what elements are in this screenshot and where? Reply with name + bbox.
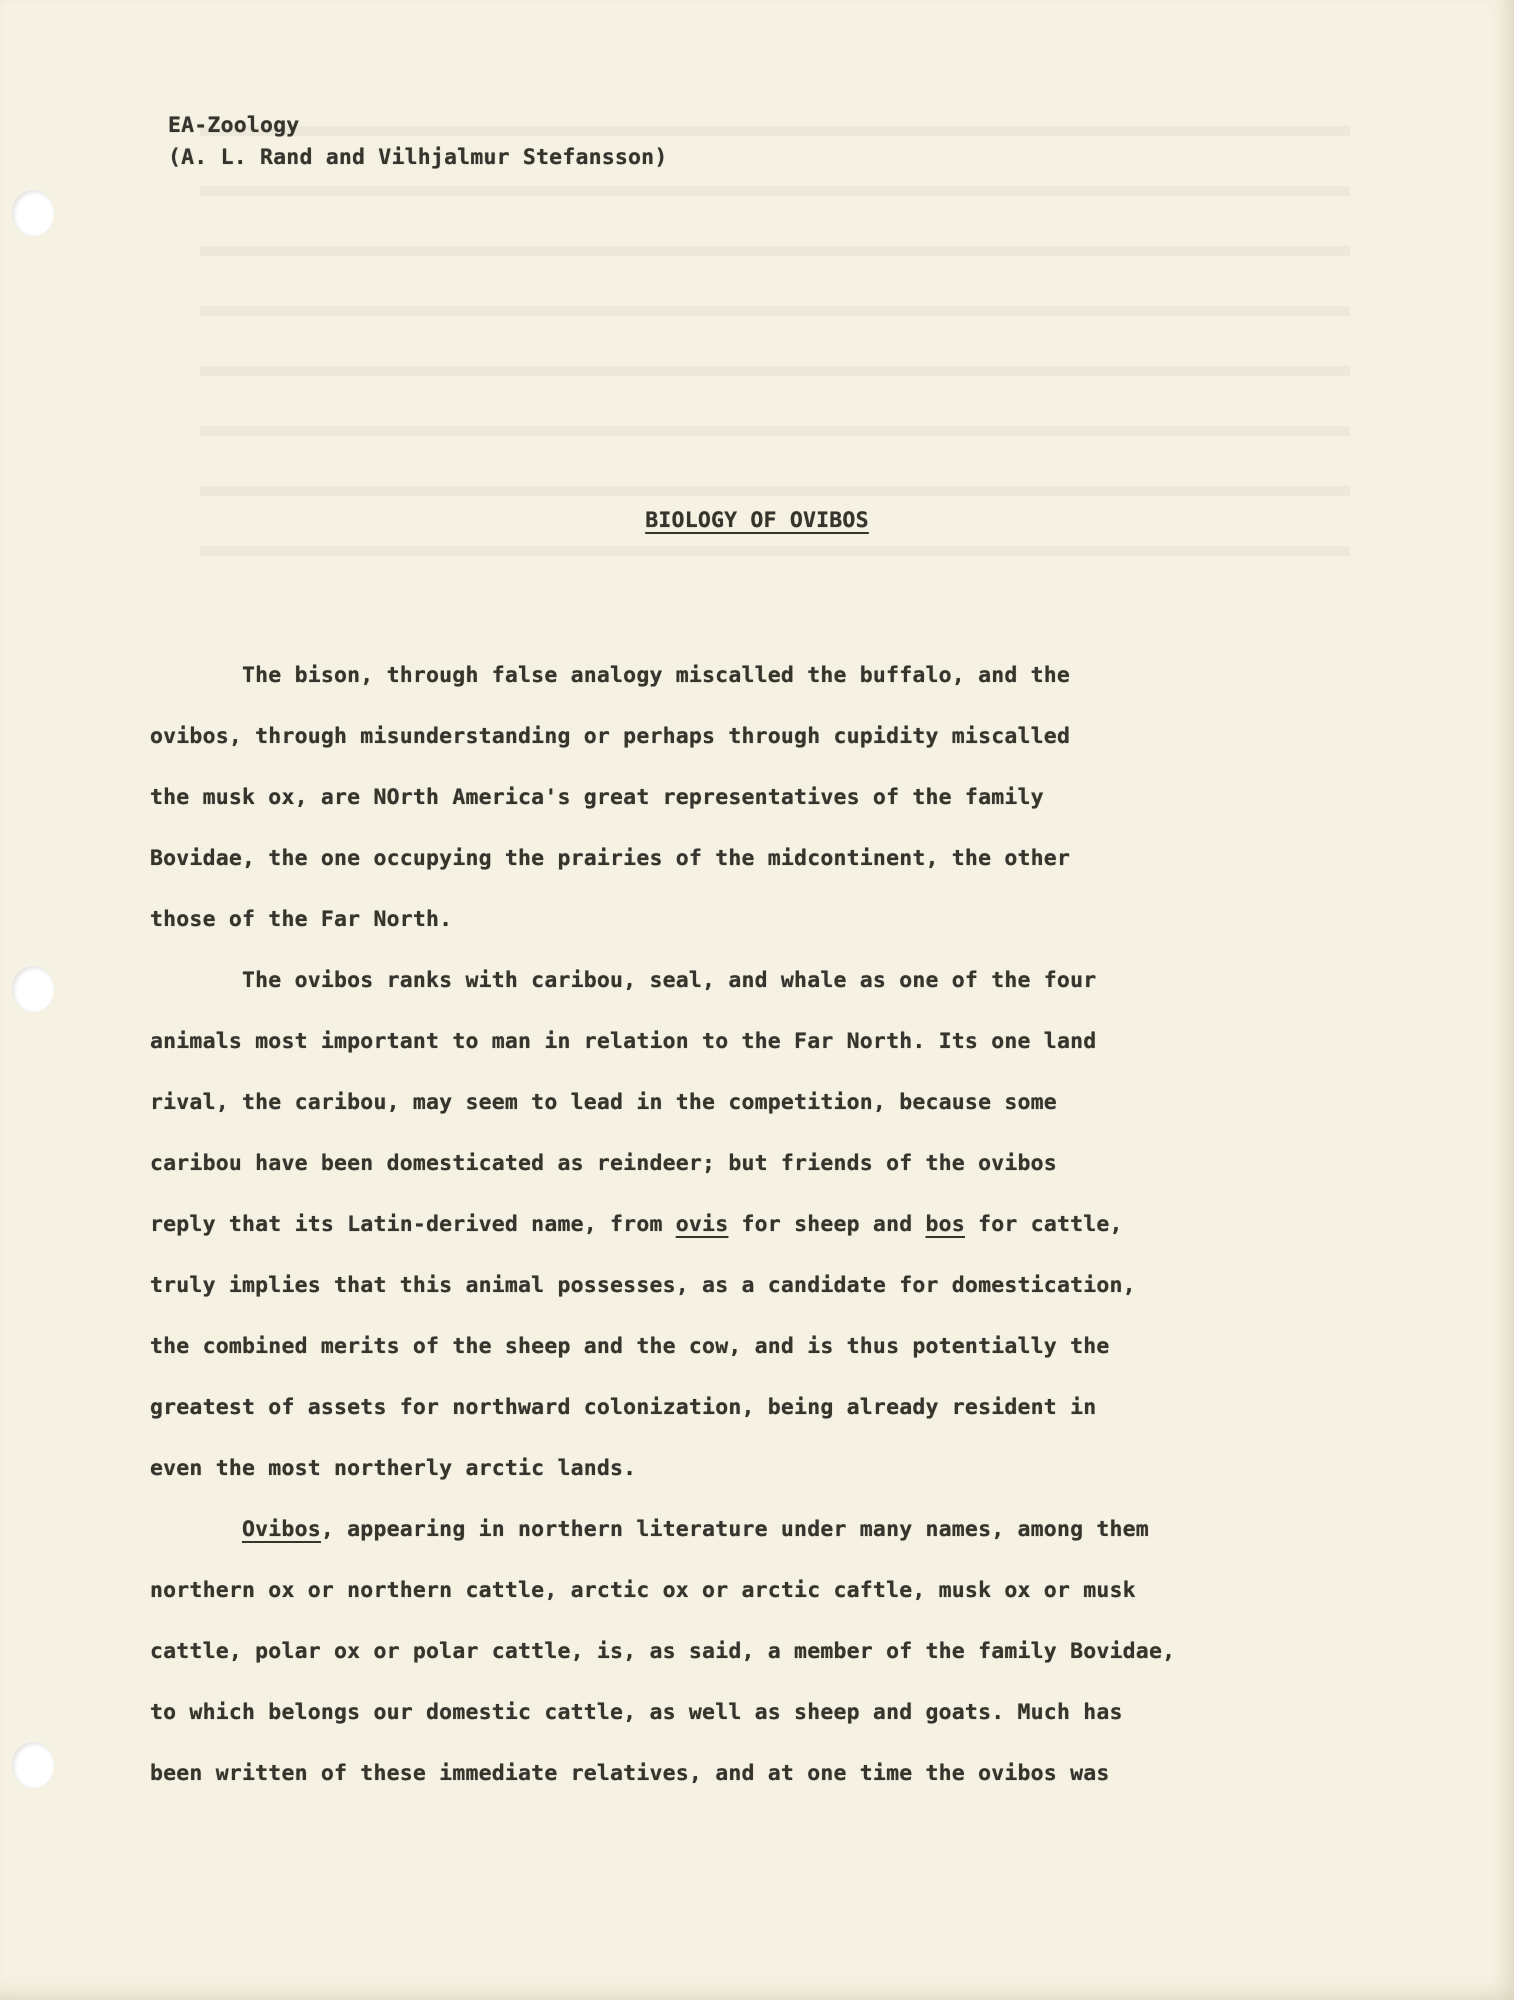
underlined-word-bos: bos [925, 1212, 965, 1237]
text-line: Bovidae, the one occupying the prairies of the midcontinent, the other [150, 846, 1071, 871]
document-title [0, 508, 1514, 533]
text-line: The ovibos ranks with caribou, seal, and whale as one of the four [242, 968, 1097, 993]
text-segment: , appearing in northern literature under many names, among them [320, 1517, 1149, 1542]
punch-hole-middle [12, 966, 54, 1012]
text-line: cattle, polar ox or polar cattle, is, as said, a member of the family Bovidae, [150, 1639, 1176, 1664]
text-line: the combined merits of the sheep and the cow, and is thus potentially the [150, 1334, 1110, 1359]
paragraph-2 [150, 961, 1360, 1510]
text-line-with-underline [150, 1510, 1360, 1571]
text-line-with-underlines [150, 1205, 1360, 1266]
document-title-text: BIOLOGY OF OVIBOS [645, 508, 869, 533]
text-segment: for cattle, [964, 1212, 1123, 1237]
text-line: those of the Far North. [150, 907, 453, 932]
text-line: ovibos, through misunderstanding or perhaps through cupidity miscalled [150, 724, 1071, 749]
underlined-word-ovis: ovis [675, 1212, 729, 1237]
text-line: truly implies that this animal possesses, as a candidate for domestication, [150, 1273, 1136, 1298]
text-line: The bison, through false analogy miscalled the buffalo, and the [242, 663, 1071, 688]
text-line: greatest of assets for northward colonization, being already resident in [150, 1395, 1097, 1420]
text-line: to which belongs our domestic cattle, as well as sheep and goats. Much has [150, 1700, 1123, 1725]
document-header [168, 110, 667, 174]
text-line: even the most northerly arctic lands. [150, 1456, 637, 1481]
document-body [150, 656, 1360, 1815]
text-segment: reply that its Latin-derived name, from [150, 1212, 676, 1237]
punch-hole-bottom [12, 1742, 54, 1788]
header-department: EA-Zoology [168, 113, 300, 138]
text-line: animals most important to man in relation to the Far North. Its one land [150, 1029, 1097, 1054]
header-authors: (A. L. Rand and Vilhjalmur Stefansson) [168, 145, 668, 170]
underlined-word-ovibos: Ovibos [242, 1517, 321, 1542]
text-line: caribou have been domesticated as reindeer; but friends of the ovibos [150, 1151, 1057, 1176]
text-line: rival, the caribou, may seem to lead in the competition, because some [150, 1090, 1057, 1115]
paragraph-3 [150, 1510, 1360, 1815]
punch-hole-top [12, 190, 54, 236]
text-line: the musk ox, are NOrth America's great representatives of the family [150, 785, 1044, 810]
text-segment: for sheep and [728, 1212, 926, 1237]
text-line: northern ox or northern cattle, arctic ox or arctic caftle, musk ox or musk [150, 1578, 1136, 1603]
paragraph-1 [150, 656, 1360, 961]
text-line: been written of these immediate relatives, and at one time the ovibos was [150, 1761, 1110, 1786]
